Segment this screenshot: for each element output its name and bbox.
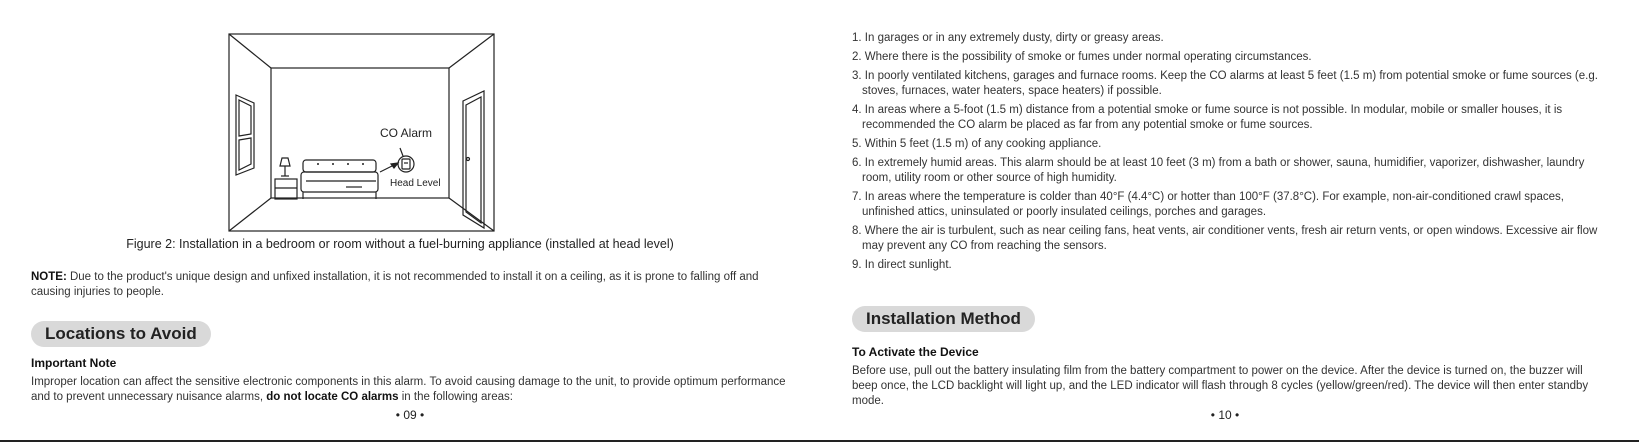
activate-device-heading: To Activate the Device bbox=[852, 345, 979, 359]
list-item: 5. Within 5 feet (1.5 m) of any cooking appliance. bbox=[852, 138, 1102, 150]
list-item: 2. Where there is the possibility of smoke or fumes under normal operating circumstances. bbox=[852, 51, 1312, 63]
figure-caption: Figure 2: Installation in a bedroom or room without a fuel-burning appliance (installed at head level) bbox=[126, 237, 674, 251]
section-title-installation-method: Installation Method bbox=[852, 306, 1035, 332]
important-note-heading: Important Note bbox=[31, 356, 117, 370]
important-text-part-2: in the following areas: bbox=[398, 391, 513, 403]
list-item: 1. In garages or in any extremely dusty, dirty or greasy areas. bbox=[852, 32, 1164, 44]
important-text-part-1: Improper location can affect the sensitive electronic components in this alarm. To avoid causing damage to the unit, to provide optimum performance and to prevent unnecessary nuisance alarms, bbox=[31, 376, 786, 403]
page-number-right: • 10 • bbox=[1210, 408, 1240, 422]
note-label: NOTE: bbox=[31, 271, 67, 283]
activate-device-paragraph: Before use, pull out the battery insulating film from the battery compartment to power on the device. After the device is turned on, the buzzer will beep once, the LCD backlight will light up, and the LED indicator will flash through 8 cycles (yellow/green/red). The device will then enter standby mode. bbox=[852, 365, 1589, 407]
co-alarm-label: CO Alarm bbox=[380, 126, 433, 140]
list-item: 8. Where the air is turbulent, such as near ceiling fans, heat vents, air conditioner vents, fresh air return vents, or open windows. Excessive air flow may prevent any CO from reaching the sensors. bbox=[852, 225, 1598, 252]
note-text: Due to the product's unique design and unfixed installation, it is not recommended to install it on a ceiling, as it is prone to falling off and causing injuries to people. bbox=[31, 271, 759, 298]
avoid-locations-list bbox=[852, 31, 1604, 277]
note-paragraph bbox=[31, 270, 786, 300]
page-number-left: • 09 • bbox=[395, 408, 425, 422]
list-item: 4. In areas where a 5-foot (1.5 m) distance from a potential smoke or fume source is not possible. In modular, mobile or smaller houses, it is recommended the CO alarm be placed as far from any potential smoke or fume sources. bbox=[852, 104, 1563, 131]
left-page bbox=[0, 0, 800, 442]
section-title-locations-to-avoid: Locations to Avoid bbox=[31, 321, 211, 347]
important-note-paragraph bbox=[31, 375, 786, 405]
bedroom-illustration bbox=[228, 33, 495, 232]
list-item: 7. In areas where the temperature is colder than 40°F (4.4°C) or hotter than 100°F (37.8°C). For example, non-air-conditioned crawl spaces, unfinished attics, uninsulated or poorly insulated ceilings, porches and garages. bbox=[852, 191, 1564, 218]
head-level-label: Head Level bbox=[390, 178, 441, 189]
list-item: 9. In direct sunlight. bbox=[852, 259, 952, 271]
list-item: 6. In extremely humid areas. This alarm should be at least 10 feet (3 m) from a bath or shower, sauna, humidifier, vaporizer, dishwasher, laundry room, utility room or other source of high humidity. bbox=[852, 157, 1585, 184]
list-item: 3. In poorly ventilated kitchens, garages and furnace rooms. Keep the CO alarms at least 5 feet (1.5 m) from potential smoke or fume sources (e.g. stoves, furnaces, water heaters, space heaters) if possible. bbox=[852, 70, 1598, 97]
important-text-bold: do not locate CO alarms bbox=[266, 391, 399, 403]
bedroom-installation-figure bbox=[228, 33, 495, 232]
